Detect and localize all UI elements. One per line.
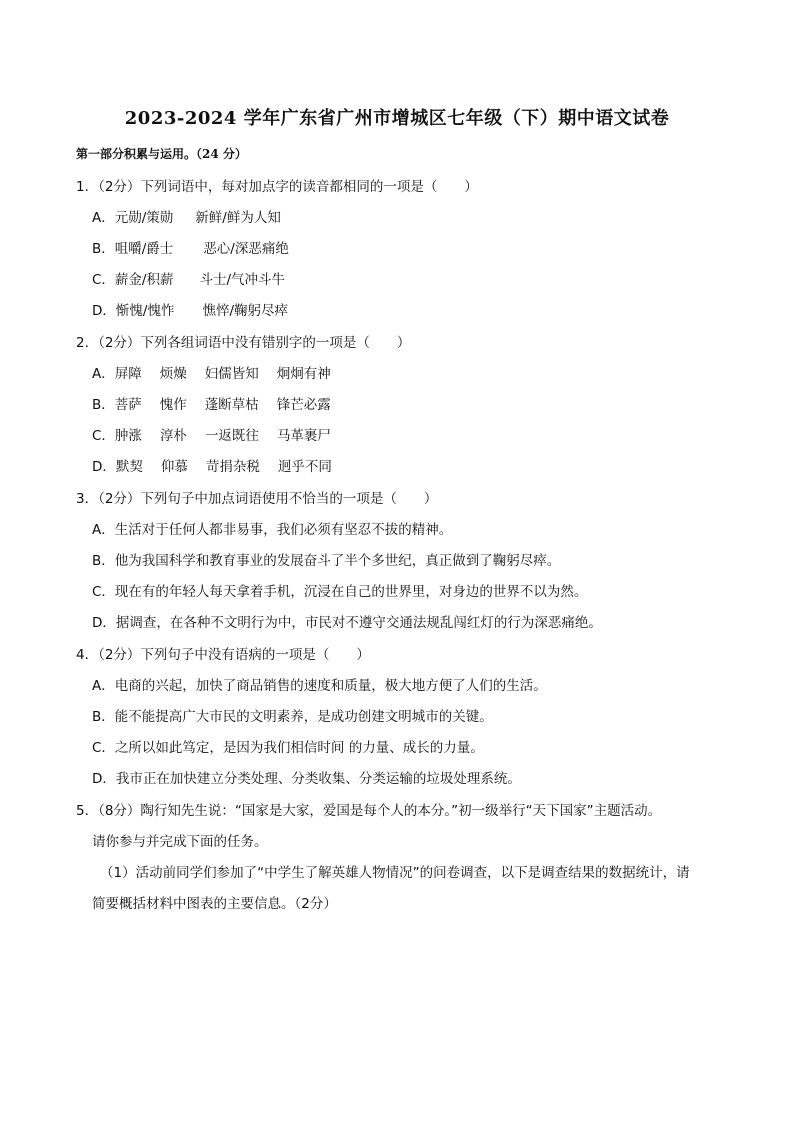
option-b-part1: B．咀嚼/爵士 (92, 241, 174, 257)
question-3-option-d[interactable]: D．据调查，在各种不文明行为中，市民对不遵守交通法规乱闯红灯的行为深恶痛绝。 (92, 615, 602, 631)
word-3: 苛捐杂税 (205, 459, 260, 475)
word-3: 蓬断草枯 (204, 397, 259, 413)
option-c-part2: 斗士/气冲斗牛 (199, 272, 286, 288)
word-2: 烦燥 (159, 366, 187, 382)
question-2-option-c[interactable] (92, 424, 331, 444)
word-1: A．屏障 (92, 366, 142, 382)
option-d-part1: D．惭愧/愧怍 (92, 303, 175, 319)
word-1: B．菩萨 (92, 397, 142, 413)
question-5-sub-1-continued: 简要概括材料中图表的主要信息。（2分） (92, 896, 337, 912)
question-3-option-a[interactable]: A．生活对于任何人都非易事，我们必须有坚忍不拔的精神。 (92, 522, 453, 538)
option-d-part2: 憔悴/鞠躬尽瘁 (202, 303, 289, 319)
question-1-option-d[interactable] (92, 299, 288, 319)
word-3: 一返既往 (204, 428, 259, 444)
word-3: 妇儒皆知 (204, 366, 259, 382)
question-2-stem: 2．（2分）下列各组词语中没有错别字的一项是（ ） (76, 335, 411, 351)
question-4-stem: 4．（2分）下列句子中没有语病的一项是（ ） (76, 647, 370, 663)
question-5-sub-1: （1）活动前同学们参加了“中学生了解英雄人物情况”的问卷调查，以下是调查结果的数据统计，请 (100, 865, 690, 881)
word-2: 淳朴 (159, 428, 187, 444)
question-1-stem: 1．（2分）下列词语中，每对加点字的读音都相同的一项是（ ） (76, 179, 478, 195)
question-4-option-d[interactable]: D．我市正在加快建立分类处理、分类收集、分类运输的垃圾处理系统。 (92, 771, 521, 787)
word-4: 炯炯有神 (276, 366, 331, 382)
question-4-option-c[interactable]: C．之所以如此笃定，是因为我们相信时间 的力量、成长的力量。 (92, 740, 484, 756)
question-1-option-c[interactable] (92, 268, 285, 288)
word-4: 马革裹尸 (276, 428, 331, 444)
question-1-option-a[interactable] (92, 206, 281, 226)
question-1-option-b[interactable] (92, 237, 289, 257)
word-1: D．默契 (92, 459, 143, 475)
question-3-option-c[interactable]: C．现在有的年轻人每天拿着手机，沉浸在自己的世界里，对身边的世界不以为然。 (92, 584, 588, 600)
question-3-stem: 3．（2分）下列句子中加点词语使用不恰当的一项是（ ） (76, 491, 438, 507)
word-4: 锋芒必露 (276, 397, 331, 413)
section-heading: 第一部分积累与运用。（24 分） (76, 147, 247, 161)
option-a-part2: 新鲜/鲜为人知 (195, 210, 281, 226)
option-c-part1: C．薪金/积薪 (92, 272, 174, 288)
option-a-part1: A．元勋/策勋 (92, 210, 174, 226)
question-2-option-b[interactable] (92, 393, 331, 413)
word-4: 迥乎不同 (277, 459, 332, 475)
word-2: 愧作 (159, 397, 187, 413)
question-5-stem: 5．（8分）陶行知先生说：“国家是大家，爱国是每个人的本分。”初一级举行“天下国家”主题活动。 (76, 803, 662, 819)
question-5-stem-continued: 请你参与并完成下面的任务。 (92, 834, 268, 850)
question-2-option-d[interactable] (92, 455, 332, 475)
word-1: C．肿涨 (92, 428, 142, 444)
question-4-option-b[interactable]: B．能不能提高广大市民的文明素养，是成功创建文明城市的关键。 (92, 709, 493, 725)
question-4-option-a[interactable]: A．电商的兴起，加快了商品销售的速度和质量，极大地方便了人们的生活。 (92, 678, 547, 694)
option-b-part2: 恶心/深恶痛绝 (203, 241, 289, 257)
question-2-option-a[interactable] (92, 362, 331, 382)
question-3-option-b[interactable]: B．他为我国科学和教育事业的发展奋斗了半个多世纪，真正做到了鞠躬尽瘁。 (92, 553, 561, 569)
word-2: 仰慕 (160, 459, 188, 475)
exam-title: 2023-2024 学年广东省广州市增城区七年级（下）期中语文试卷 (124, 108, 670, 129)
